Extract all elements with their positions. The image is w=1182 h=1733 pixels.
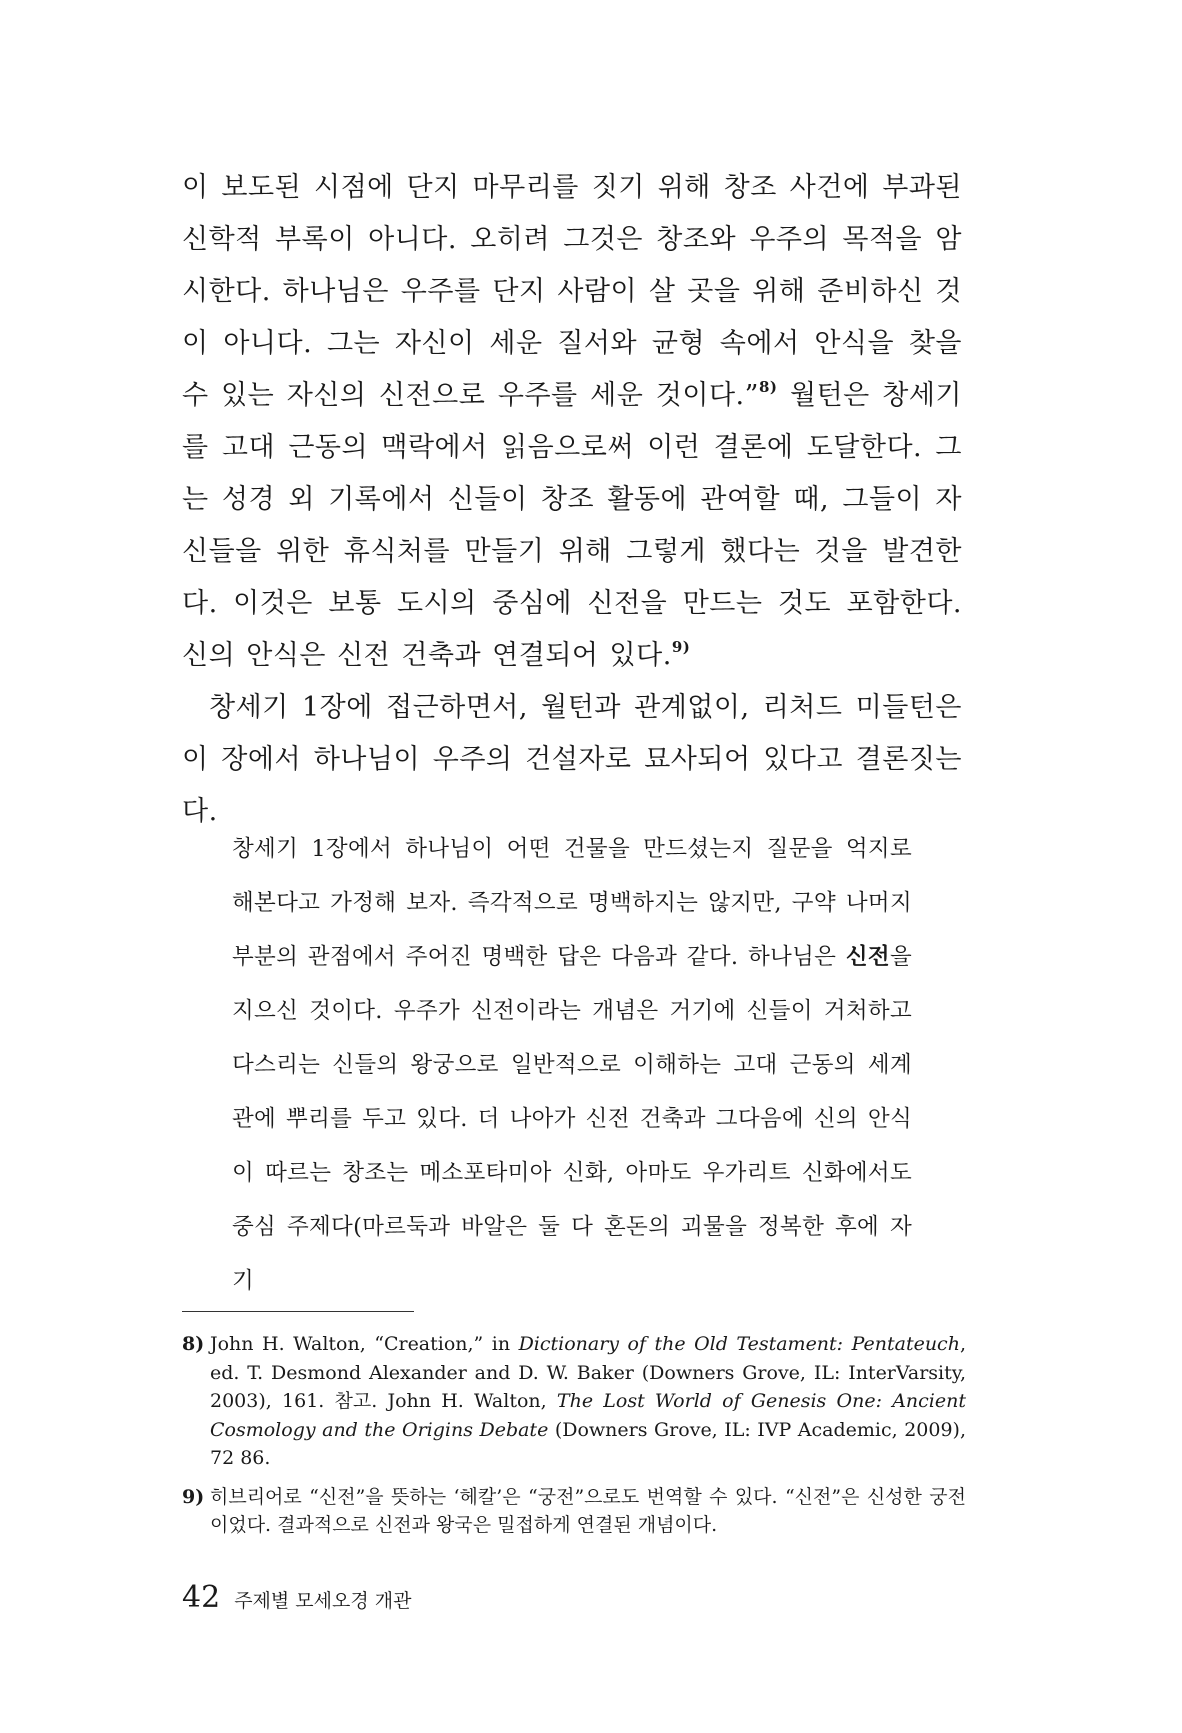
footnote-8-number: 8) bbox=[182, 1333, 205, 1355]
paragraph-1 bbox=[182, 162, 962, 682]
footnote-ref-8[interactable]: 8) bbox=[758, 378, 778, 396]
paragraph-2: 창세기 1장에 접근하면서, 월턴과 관계없이, 리처드 미들턴은 이 장에서 하나님이 우주의 건설자로 묘사되어 있다고 결론짓는다. bbox=[182, 692, 962, 827]
body-text bbox=[182, 162, 962, 838]
footnote-9 bbox=[182, 1483, 966, 1540]
footnote-9-number: 9) bbox=[182, 1485, 205, 1508]
footnote-9-text: 히브리어로 “신전”을 뜻하는 ‘헤칼’은 “궁전”으로도 번역할 수 있다. “신전”은 신성한 궁전이었다. 결과적으로 신전과 왕국은 밀접하게 연결된 개념이다. bbox=[210, 1485, 966, 1536]
footnote-8 bbox=[182, 1330, 966, 1473]
footnote-ref-9[interactable]: 9) bbox=[671, 638, 691, 656]
page-footer bbox=[182, 1580, 411, 1615]
block-quote-emphasis: 신전 bbox=[845, 944, 890, 970]
footnote-divider bbox=[182, 1311, 414, 1312]
block-quote bbox=[232, 822, 912, 1308]
paragraph-1-text-b: 월턴은 창세기를 고대 근동의 맥락에서 읽음으로써 이런 결론에 도달한다. 그는 성경 외 기록에서 신들이 창조 활동에 관여할 때, 그들이 자신들을 위한 휴식처를 만들기 위해 그렇게 했다는 것을 발견한다. 이것은 보통 도시의 중심에 신전을 만드는 것도 포함한다. 신의 안식은 신전 건축과 연결되어 있다. bbox=[182, 380, 962, 671]
footnote-8-text bbox=[210, 1330, 966, 1473]
footnote-8-text-3: (Downers Grove, IL: IVP Academic, 2009), 72 86. bbox=[210, 1418, 966, 1469]
running-title: 주제별 모세오경 개관 bbox=[234, 1590, 412, 1612]
block-quote-text-a: 창세기 1장에서 하나님이 어떤 건물을 만드셨는지 질문을 억지로 해본다고 가정해 보자. 즉각적으로 명백하지는 않지만, 구약 나머지 부분의 관점에서 주어진 명백한 답은 다음과 같다. 하나님은 bbox=[232, 836, 912, 970]
footnote-8-text-2: , ed. T. Desmond Alexander and D. W. Baker (Downers Grove, IL: InterVarsity, 2003), 161. 참고. John H. Walton, bbox=[210, 1333, 966, 1412]
paragraph-1-text-a: 이 보도된 시점에 단지 마무리를 짓기 위해 창조 사건에 부과된 신학적 부록이 아니다. 오히려 그것은 창조와 우주의 목적을 암시한다. 하나님은 우주를 단지 사람이 살 곳을 위해 준비하신 것이 아니다. 그는 자신이 세운 질서와 균형 속에서 안식을 찾을 수 있는 자신의 신전으로 우주를 세운 것이다.” bbox=[182, 172, 962, 411]
footnote-8-title-2: The Lost World of Genesis One: Ancient Cosmology and the Origins Debate bbox=[210, 1390, 966, 1441]
page-number: 42 bbox=[182, 1580, 221, 1615]
footnote-8-text-1: John H. Walton, “Creation,” in bbox=[210, 1333, 519, 1355]
footnote-8-title-1: Dictionary of the Old Testament: Pentateuch bbox=[518, 1333, 960, 1355]
block-quote-text-b: 을 지으신 것이다. 우주가 신전이라는 개념은 거기에 신들이 거처하고 다스리는 신들의 왕궁으로 일반적으로 이해하는 고대 근동의 세계관에 뿌리를 두고 있다. 더 나아가 신전 건축과 그다음에 신의 안식이 따르는 창조는 메소포타미아 신화, 아마도 우가리트 신화에서도 중심 주제다(마르둑과 바알은 둘 다 혼돈의 괴물을 정복한 후에 자기 bbox=[232, 944, 912, 1294]
footnotes bbox=[182, 1330, 966, 1550]
